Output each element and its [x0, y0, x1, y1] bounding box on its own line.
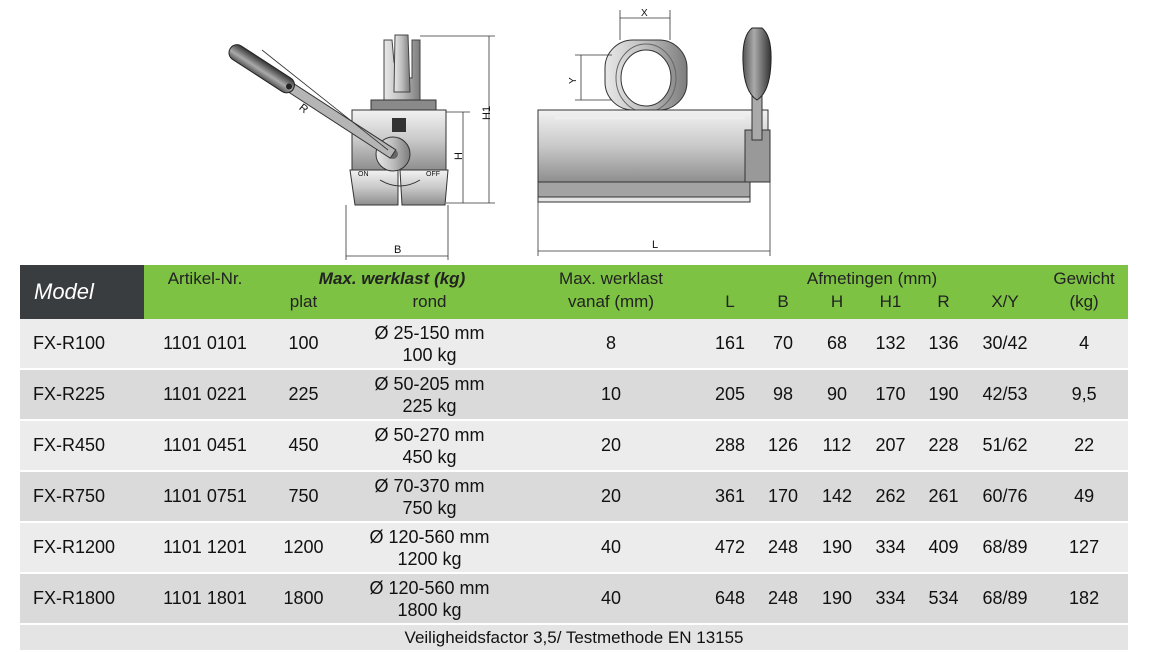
cell-B: 248	[756, 522, 810, 573]
cell-rond	[341, 420, 518, 471]
cell-R: 409	[917, 522, 970, 573]
cell-XY: 68/89	[970, 522, 1040, 573]
cell-plat: 450	[266, 420, 341, 471]
cell-H1: 334	[864, 522, 917, 573]
technical-drawings	[0, 0, 1158, 264]
cell-rond-load: 1800 kg	[397, 599, 462, 620]
cell-H: 112	[810, 420, 864, 471]
dim-h1-label: H1	[481, 105, 493, 120]
cell-H: 190	[810, 522, 864, 573]
table-row	[20, 369, 1128, 420]
cell-artikel: 1101 1801	[144, 573, 266, 624]
dim-h-label: H	[453, 152, 465, 160]
cell-B: 126	[756, 420, 810, 471]
cell-rond-load: 450 kg	[402, 446, 457, 467]
cell-H1: 207	[864, 420, 917, 471]
cell-B: 70	[756, 319, 810, 369]
cell-B: 248	[756, 573, 810, 624]
header-L: L	[704, 292, 756, 319]
header-artikel: Artikel-Nr.	[144, 265, 266, 292]
cell-H: 68	[810, 319, 864, 369]
cell-rond-load: 225 kg	[402, 395, 457, 416]
cell-XY: 42/53	[970, 369, 1040, 420]
side-view-drawing	[226, 35, 495, 260]
cell-rond-load: 750 kg	[402, 497, 457, 518]
spec-table	[20, 265, 1128, 650]
cell-vanaf: 10	[518, 369, 704, 420]
off-label: OFF	[426, 171, 440, 178]
header-gewicht-1: Gewicht	[1040, 265, 1128, 292]
table-row	[20, 420, 1128, 471]
dim-y-label: Y	[568, 77, 579, 84]
cell-L: 288	[704, 420, 756, 471]
table-header-row	[20, 265, 1128, 292]
table-row	[20, 471, 1128, 522]
cell-artikel: 1101 0221	[144, 369, 266, 420]
front-view-drawing	[538, 8, 771, 256]
header-H: H	[810, 292, 864, 319]
dim-l-label: L	[652, 239, 659, 251]
header-B: B	[756, 292, 810, 319]
cell-plat: 1200	[266, 522, 341, 573]
cell-model: FX-R225	[20, 369, 144, 420]
cell-vanaf: 8	[518, 319, 704, 369]
table-row	[20, 573, 1128, 624]
dim-x-label: X	[641, 8, 648, 19]
cell-rond-load: 100 kg	[402, 344, 457, 365]
cell-R: 136	[917, 319, 970, 369]
header-vanaf-2: vanaf (mm)	[518, 292, 704, 319]
cell-model: FX-R100	[20, 319, 144, 369]
cell-model: FX-R1800	[20, 573, 144, 624]
cell-L: 361	[704, 471, 756, 522]
cell-H1: 132	[864, 319, 917, 369]
cell-gewicht: 182	[1040, 573, 1128, 624]
cell-rond-range: Ø 120-560 mm	[369, 577, 490, 598]
cell-B: 170	[756, 471, 810, 522]
header-max-werklast: Max. werklast (kg)	[266, 265, 518, 292]
cell-gewicht: 49	[1040, 471, 1128, 522]
cell-rond-range: Ø 120-560 mm	[369, 526, 490, 547]
header-XY: X/Y	[970, 292, 1040, 319]
cell-model: FX-R450	[20, 420, 144, 471]
table-row	[20, 522, 1128, 573]
cell-H: 190	[810, 573, 864, 624]
header-R: R	[917, 292, 970, 319]
cell-vanaf: 20	[518, 471, 704, 522]
header-gewicht-2: (kg)	[1040, 292, 1128, 319]
cell-vanaf: 40	[518, 522, 704, 573]
table-row	[20, 319, 1128, 369]
cell-R: 190	[917, 369, 970, 420]
cell-gewicht: 127	[1040, 522, 1128, 573]
cell-gewicht: 22	[1040, 420, 1128, 471]
cell-R: 228	[917, 420, 970, 471]
cell-XY: 51/62	[970, 420, 1040, 471]
table-footer-row	[20, 624, 1128, 650]
cell-vanaf: 40	[518, 573, 704, 624]
table-subheader-row	[20, 292, 1128, 319]
cell-model: FX-R750	[20, 471, 144, 522]
cell-H1: 334	[864, 573, 917, 624]
cell-plat: 750	[266, 471, 341, 522]
cell-rond-range: Ø 50-270 mm	[374, 424, 485, 445]
cell-artikel: 1101 0101	[144, 319, 266, 369]
cell-H1: 170	[864, 369, 917, 420]
cell-rond-range: Ø 50-205 mm	[374, 373, 485, 394]
cell-L: 161	[704, 319, 756, 369]
header-H1: H1	[864, 292, 917, 319]
cell-gewicht: 9,5	[1040, 369, 1128, 420]
footer-note: Veiligheidsfactor 3,5/ Testmethode EN 13155	[20, 624, 1128, 650]
cell-vanaf: 20	[518, 420, 704, 471]
cell-plat: 100	[266, 319, 341, 369]
cell-plat: 1800	[266, 573, 341, 624]
cell-R: 261	[917, 471, 970, 522]
cell-L: 648	[704, 573, 756, 624]
cell-H1: 262	[864, 471, 917, 522]
cell-artikel: 1101 1201	[144, 522, 266, 573]
cell-R: 534	[917, 573, 970, 624]
cell-rond-range: Ø 70-370 mm	[374, 475, 485, 496]
header-afmetingen: Afmetingen (mm)	[704, 265, 1040, 292]
cell-XY: 68/89	[970, 573, 1040, 624]
header-model: Model	[20, 265, 144, 319]
cell-plat: 225	[266, 369, 341, 420]
header-rond: rond	[341, 292, 518, 319]
cell-L: 472	[704, 522, 756, 573]
cell-gewicht: 4	[1040, 319, 1128, 369]
cell-H: 142	[810, 471, 864, 522]
cell-artikel: 1101 0751	[144, 471, 266, 522]
dim-b-label: B	[394, 244, 402, 256]
cell-rond	[341, 369, 518, 420]
cell-L: 205	[704, 369, 756, 420]
cell-rond	[341, 319, 518, 369]
cell-model: FX-R1200	[20, 522, 144, 573]
cell-XY: 60/76	[970, 471, 1040, 522]
cell-rond	[341, 522, 518, 573]
cell-artikel: 1101 0451	[144, 420, 266, 471]
cell-XY: 30/42	[970, 319, 1040, 369]
cell-rond	[341, 573, 518, 624]
dim-r-label: R	[296, 101, 311, 117]
on-label: ON	[358, 171, 369, 178]
cell-rond-range: Ø 25-150 mm	[374, 322, 485, 343]
header-vanaf-1: Max. werklast	[518, 265, 704, 292]
cell-H: 90	[810, 369, 864, 420]
cell-rond	[341, 471, 518, 522]
header-plat: plat	[266, 292, 341, 319]
cell-B: 98	[756, 369, 810, 420]
cell-rond-load: 1200 kg	[397, 548, 462, 569]
